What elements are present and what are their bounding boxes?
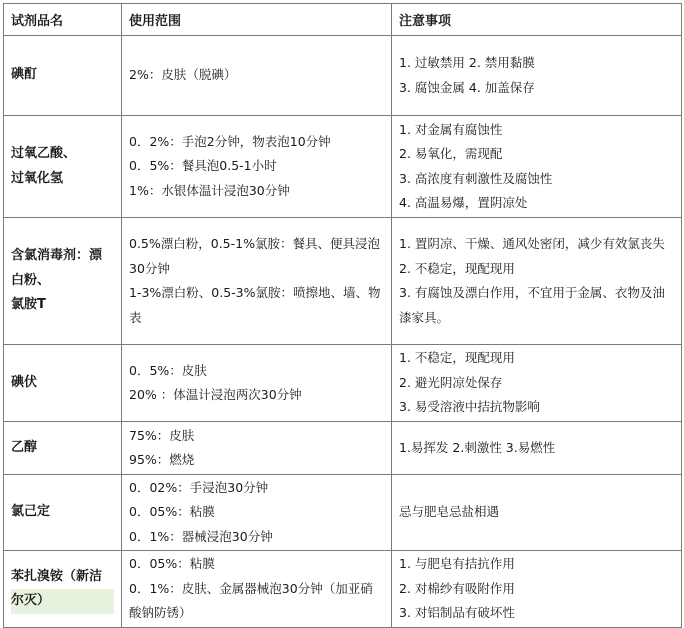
table-row — [4, 422, 682, 475]
table-row — [4, 36, 682, 116]
usage-line: 0．2%：手泡2分钟，物表泡10分钟 — [129, 133, 331, 149]
reagent-name — [4, 116, 122, 218]
notes-cell — [392, 218, 682, 345]
notes-line: 忌与肥皂忌盐相遇 — [399, 504, 500, 520]
notes-line: 4. 高温易爆，置阴凉处 — [399, 195, 528, 210]
reagent-name-line: 白粉、 — [11, 272, 51, 288]
notes-line: 2. 对棉纱有吸附作用 — [399, 580, 515, 596]
usage-cell — [122, 551, 392, 628]
notes-line: 1. 不稳定，现配现用 — [399, 350, 515, 366]
usage-cell — [122, 475, 392, 551]
notes-line: 3. 易受溶液中拮抗物影响 — [399, 399, 540, 415]
notes-line: 3. 有腐蚀及漂白作用，不宜用于金属、衣物及油漆家具。 — [399, 285, 665, 325]
usage-line: 0．5%：皮肤 — [129, 362, 207, 378]
notes-line: 1. 过敏禁用 2. 禁用黏膜 — [399, 55, 535, 70]
usage-line: 0．1%：器械浸泡30分钟 — [129, 528, 273, 544]
usage-cell — [122, 36, 392, 116]
usage-cell — [122, 218, 392, 345]
disinfectant-table — [3, 3, 682, 628]
reagent-name-line: 碘伏 — [11, 374, 38, 390]
usage-line: 0．02%：手浸泡30分钟 — [129, 479, 269, 495]
notes-line: 1.易挥发 2.刺激性 3.易燃性 — [399, 439, 556, 455]
notes-line: 1. 对金属有腐蚀性 — [399, 121, 503, 137]
usage-line: 0．05%：粘膜 — [129, 504, 215, 520]
notes-line: 3. 腐蚀金属 4. 加盖保存 — [399, 79, 535, 95]
notes-line: 1. 置阴凉、干燥、通风处密闭，减少有效氯丧失 — [399, 236, 665, 251]
reagent-name-line: 苯扎溴铵（新洁 — [11, 568, 103, 584]
reagent-name-line: 碘酊 — [11, 67, 38, 83]
reagent-name-line: 氯胺T — [11, 297, 46, 313]
usage-line: 0．1%：皮肤、金属器械泡30分钟（加亚硝酸钠防锈） — [129, 580, 373, 621]
reagent-name-line: 含氯消毒剂：漂 — [11, 248, 103, 264]
notes-cell — [392, 551, 682, 628]
reagent-name — [4, 36, 122, 116]
notes-cell — [392, 475, 682, 551]
reagent-name — [4, 218, 122, 345]
usage-line: 1-3%漂白粉、0.5-3%氯胺：喷擦地、墙、物表 — [129, 285, 381, 325]
reagent-name-line: 尔灭） — [11, 589, 114, 614]
table-row — [4, 345, 682, 422]
usage-line: 0.5%漂白粉，0.5-1%氯胺：餐具、便具浸泡30分钟 — [129, 236, 380, 276]
notes-line: 3. 对铝制品有破坏性 — [399, 605, 515, 621]
usage-line: 95%：燃烧 — [129, 452, 195, 467]
notes-cell — [392, 422, 682, 475]
usage-line: 0．5%：餐具泡0.5-1小时 — [129, 158, 277, 174]
table-row — [4, 218, 682, 345]
reagent-name-line: 过氧化氢 — [11, 170, 64, 186]
notes-line: 3. 高浓度有刺激性及腐蚀性 — [399, 170, 553, 186]
reagent-name-line: 过氧乙酸、 — [11, 146, 77, 161]
notes-cell — [392, 116, 682, 218]
usage-line: 1%：水银体温计浸泡30分钟 — [129, 182, 290, 198]
table-row — [4, 475, 682, 551]
usage-line: 20% ：体温计浸泡两次30分钟 — [129, 387, 302, 402]
usage-line: 75%：皮肤 — [129, 427, 195, 443]
notes-cell — [392, 345, 682, 422]
reagent-name-line: 氯己定 — [11, 504, 51, 520]
usage-cell — [122, 345, 392, 422]
reagent-name — [4, 422, 122, 475]
usage-line: 0．05%：粘膜 — [129, 556, 215, 572]
notes-cell — [392, 36, 682, 116]
usage-cell — [122, 422, 392, 475]
reagent-name — [4, 475, 122, 551]
usage-cell — [122, 116, 392, 218]
reagent-name-line: 乙醇 — [11, 439, 38, 455]
notes-line: 2. 避光阴凉处保存 — [399, 374, 503, 390]
reagent-name — [4, 551, 122, 628]
usage-line: 2%：皮肤（脱碘） — [129, 67, 237, 83]
notes-line: 2. 不稳定，现配现用 — [399, 260, 515, 276]
reagent-name — [4, 345, 122, 422]
header-notes: 注意事项 — [392, 4, 682, 36]
header-name: 试剂品名 — [4, 4, 122, 36]
notes-line: 1. 与肥皂有拮抗作用 — [399, 556, 515, 572]
table-row — [4, 551, 682, 628]
header-row — [4, 4, 682, 36]
table-row — [4, 116, 682, 218]
header-usage: 使用范围 — [122, 4, 392, 36]
notes-line: 2. 易氧化，需现配 — [399, 146, 503, 161]
